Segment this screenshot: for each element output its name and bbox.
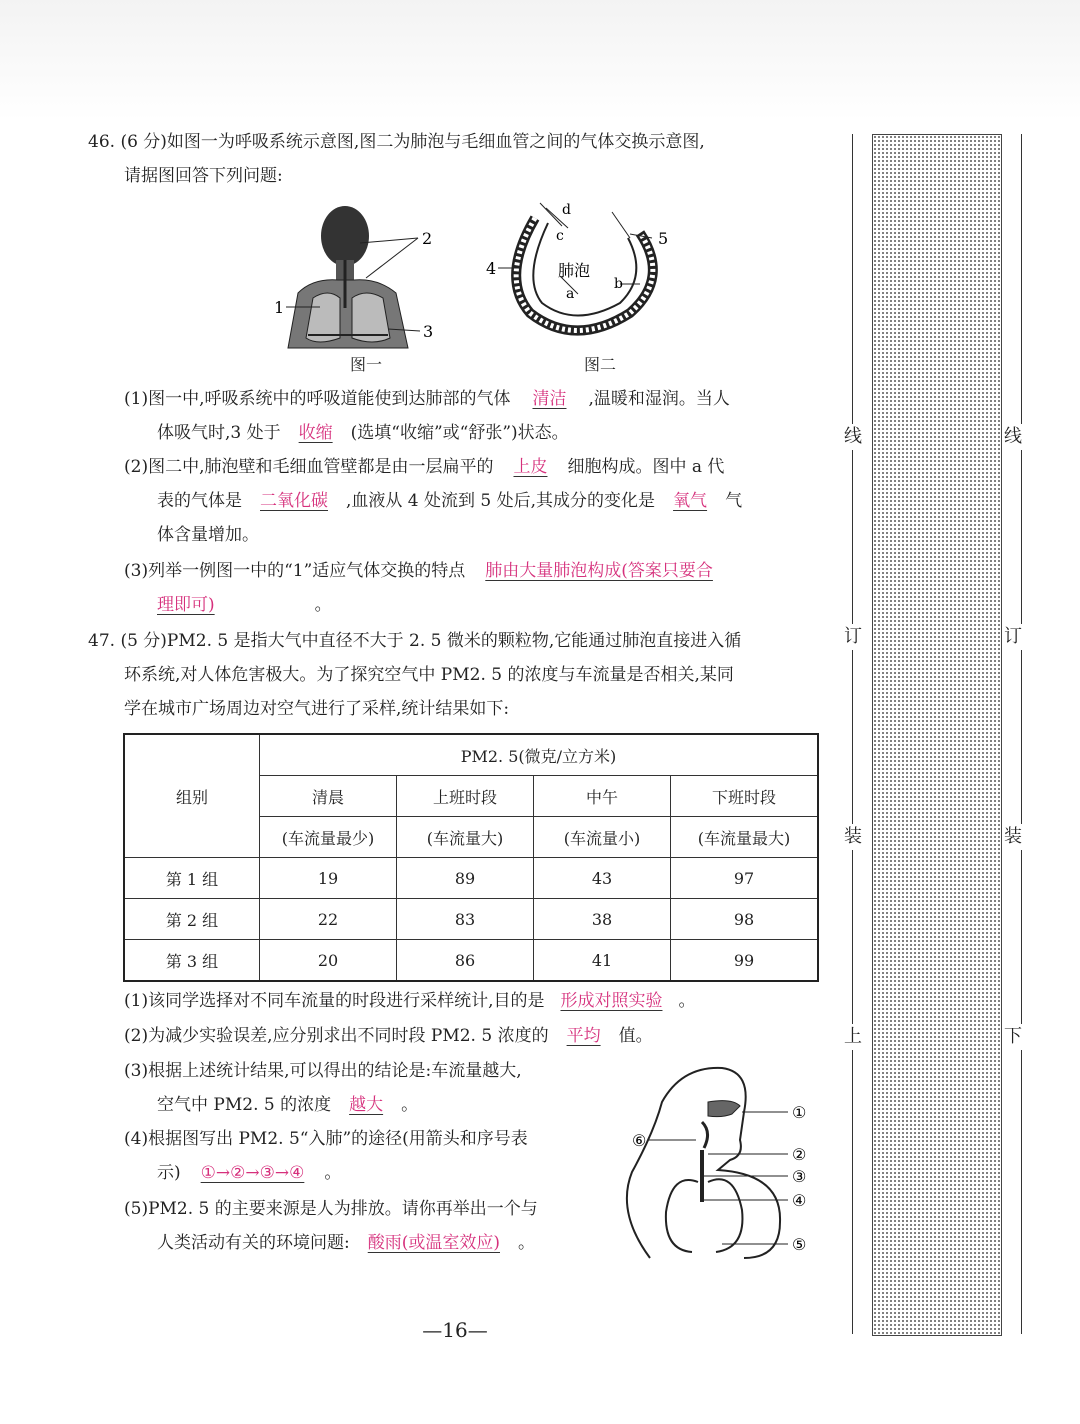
figure-1-caption: 图一 <box>350 355 383 374</box>
q47-head2: 环系统,对人体危害极大。为了探究空气中 PM2. 5 的浓度与车流量是否相关,某同 <box>124 665 734 685</box>
fig3-label-2: ② <box>792 1145 807 1164</box>
value-cell: 19 <box>260 858 397 899</box>
q46-part2-line2: 表的气体是 二氧化碳 ,血液从 4 处流到 5 处后,其成分的变化是 氧气 气 <box>157 491 743 511</box>
fig3-label-6: ⑥ <box>632 1131 647 1150</box>
figure-2-caption: 图二 <box>584 355 617 374</box>
answer-9: 越大 <box>349 1095 384 1115</box>
figure-2-gas-exchange <box>480 198 680 358</box>
q47-part4-line2: 示) ①→②→③→④ 。 <box>157 1163 342 1183</box>
value-cell: 97 <box>671 858 819 899</box>
period-header: 下班时段 <box>671 776 819 817</box>
group-header: 组别 <box>124 734 260 858</box>
value-cell: 98 <box>671 899 819 940</box>
value-cell: 41 <box>534 940 671 982</box>
binding-char-right: 下 <box>1004 1024 1022 1050</box>
answer-4: 二氧化碳 <box>260 491 328 511</box>
pm-header: PM2. 5(微克/立方米) <box>260 734 819 776</box>
pm25-table <box>123 733 819 982</box>
q47-part3-line2: 空气中 PM2. 5 的浓度 越大 。 <box>157 1095 419 1115</box>
page-number: —16— <box>422 1318 488 1342</box>
q46-head: 46. (6 分)如图一为呼吸系统示意图,图二为肺泡与毛细血管之间的气体交换示意图, <box>88 132 705 152</box>
fig3-label-3: ③ <box>792 1167 807 1186</box>
q46-part1-line2: 体吸气时,3 处于 收缩 (选填“收缩”或“舒张”)状态。 <box>157 423 569 443</box>
fig3-label-4: ④ <box>792 1191 807 1210</box>
group-cell: 第 3 组 <box>124 940 260 982</box>
fig1-label-3: 3 <box>423 322 434 341</box>
period-header: 上班时段 <box>397 776 534 817</box>
binding-char-left: 上 <box>844 1024 862 1050</box>
fig1-label-2: 2 <box>422 229 433 248</box>
fig2-label-c: c <box>556 228 564 244</box>
fig2-label-d: d <box>562 202 571 218</box>
value-cell: 38 <box>534 899 671 940</box>
q46-part1-line1: (1)图一中,呼吸系统中的呼吸道能使到达肺部的气体 清洁 ,温暖和湿润。当人 <box>124 389 730 409</box>
table-row <box>124 940 818 982</box>
fig1-label-1: 1 <box>274 298 285 317</box>
q46-head2: 请据图回答下列问题: <box>124 166 283 186</box>
value-cell: 86 <box>397 940 534 982</box>
table-row <box>124 858 818 899</box>
q47-part5-line1: (5)PM2. 5 的主要来源是人为排放。请你再举出一个与 <box>124 1199 538 1219</box>
value-cell: 22 <box>260 899 397 940</box>
q47-part1: (1)该同学选择对不同车流量的时段进行采样统计,目的是 形成对照实验 。 <box>124 991 696 1011</box>
traffic-note: (车流量最大) <box>671 817 819 858</box>
q46-part2-line3: 体含量增加。 <box>157 525 259 545</box>
fig2-label-b: b <box>614 276 623 292</box>
q47-part3-line1: (3)根据上述统计结果,可以得出的结论是:车流量越大, <box>124 1061 522 1081</box>
period-header: 清晨 <box>260 776 397 817</box>
binding-char-left: 订 <box>844 624 862 650</box>
binding-char-right: 装 <box>1004 824 1022 850</box>
answer-3: 上皮 <box>513 457 548 477</box>
answer-6a: 肺由大量肺泡构成(答案只要合 <box>485 561 713 581</box>
answer-11: 酸雨(或温室效应) <box>367 1233 500 1253</box>
fig2-label-a: a <box>566 286 575 302</box>
table-row <box>124 899 818 940</box>
figure-airway <box>612 1062 822 1272</box>
traffic-note: (车流量小) <box>534 817 671 858</box>
fig3-label-1: ① <box>792 1103 807 1122</box>
answer-1: 清洁 <box>532 389 567 409</box>
traffic-note: (车流量最少) <box>260 817 397 858</box>
answer-7: 形成对照实验 <box>560 991 663 1011</box>
binding-char-right: 线 <box>1004 424 1022 450</box>
answer-2: 收缩 <box>298 423 333 443</box>
period-header: 中午 <box>534 776 671 817</box>
traffic-note: (车流量大) <box>397 817 534 858</box>
q47-part5-line2: 人类活动有关的环境问题: 酸雨(或温室效应) 。 <box>157 1233 535 1253</box>
binding-hatch-area <box>872 134 1002 1336</box>
q47-part2: (2)为减少实验误差,应分别求出不同时段 PM2. 5 浓度的 平均 值。 <box>124 1026 653 1046</box>
group-cell: 第 2 组 <box>124 899 260 940</box>
answer-5: 氧气 <box>673 491 708 511</box>
q47-head: 47. (5 分)PM2. 5 是指大气中直径不大于 2. 5 微米的颗粒物,它能通过肺泡直接进入循 <box>88 631 742 651</box>
scan-top-margin <box>0 0 1080 120</box>
figure-1-respiratory-system <box>268 198 448 378</box>
binding-line-left <box>852 134 853 1334</box>
fig2-label-5: 5 <box>658 229 669 248</box>
binding-line-right <box>1021 134 1022 1334</box>
binding-char-left: 装 <box>844 824 862 850</box>
value-cell: 20 <box>260 940 397 982</box>
answer-8: 平均 <box>566 1026 601 1046</box>
answer-10: ①→②→③→④ <box>200 1163 305 1183</box>
binding-char-right: 订 <box>1004 624 1022 650</box>
value-cell: 43 <box>534 858 671 899</box>
q46-part3-line2: 理即可) 。 <box>157 595 332 615</box>
q47-part4-line1: (4)根据图写出 PM2. 5“入肺”的途径(用箭头和序号表 <box>124 1129 528 1149</box>
value-cell: 99 <box>671 940 819 982</box>
fig2-label-4: 4 <box>486 259 497 278</box>
answer-6b: 理即可) <box>157 595 215 615</box>
q46-part3-line1: (3)列举一例图一中的“1”适应气体交换的特点 肺由大量肺泡构成(答案只要合 <box>124 561 713 581</box>
fig2-label-alveolus: 肺泡 <box>558 261 591 280</box>
fig3-label-5: ⑤ <box>792 1235 807 1254</box>
value-cell: 83 <box>397 899 534 940</box>
value-cell: 89 <box>397 858 534 899</box>
group-cell: 第 1 组 <box>124 858 260 899</box>
binding-char-left: 线 <box>844 424 862 450</box>
q47-head3: 学在城市广场周边对空气进行了采样,统计结果如下: <box>124 699 510 719</box>
q46-part2-line1: (2)图二中,肺泡壁和毛细血管壁都是由一层扁平的 上皮 细胞构成。图中 a 代 <box>124 457 725 477</box>
